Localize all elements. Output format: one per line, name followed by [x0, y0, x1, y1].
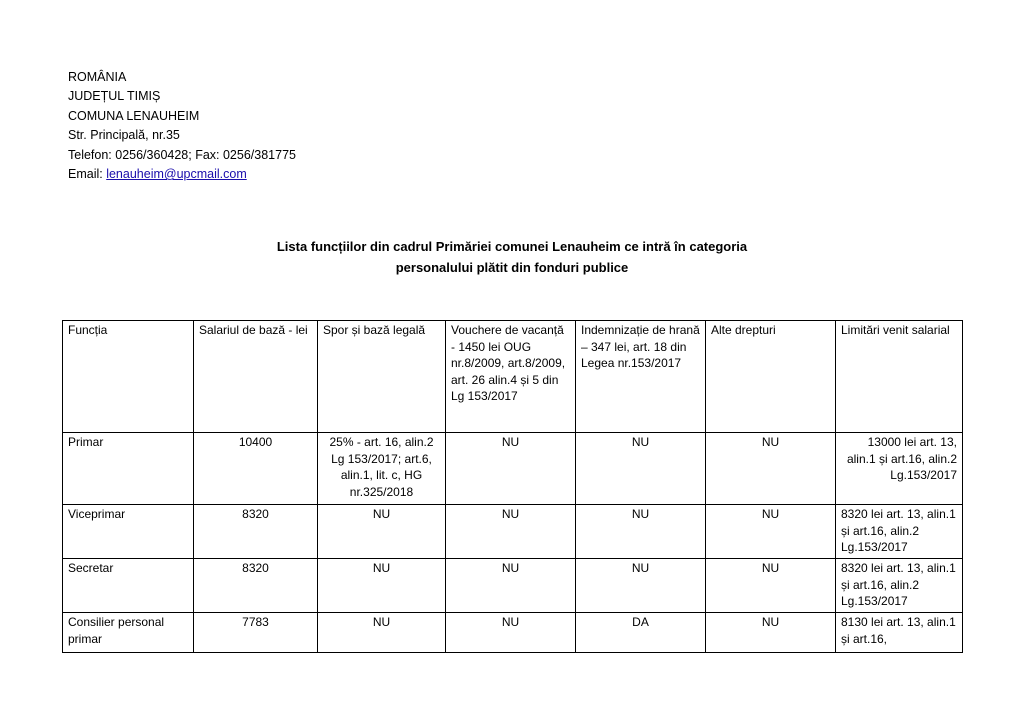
cell-alte: NU: [706, 613, 836, 653]
header-limitari: Limitări venit salarial: [836, 321, 963, 433]
cell-functia: Viceprimar: [63, 505, 194, 559]
table-row: [63, 505, 963, 559]
cell-hrana: NU: [576, 433, 706, 505]
phone-fax-line: Telefon: 0256/360428; Fax: 0256/381775: [68, 147, 296, 162]
title-line-1: Lista funcțiilor din cadrul Primăriei comunei Lenauheim ce intră în categoria: [276, 239, 748, 254]
table-header-row: [63, 321, 963, 433]
table-row: [63, 613, 963, 653]
country-line: ROMÂNIA: [68, 70, 127, 84]
cell-vouchere: NU: [446, 505, 576, 559]
header-salariu: Salariul de bază - lei: [194, 321, 318, 433]
title-line-2: personalului plătit din fonduri publice: [395, 260, 629, 275]
institution-header: [68, 68, 296, 184]
cell-hrana: DA: [576, 613, 706, 653]
cell-alte: NU: [706, 505, 836, 559]
cell-salariu: 10400: [194, 433, 318, 505]
cell-functia: Consilier personal primar: [63, 613, 194, 653]
cell-spor: NU: [318, 559, 446, 613]
header-alte: Alte drepturi: [706, 321, 836, 433]
email-link[interactable]: lenauheim@upcmail.com: [106, 167, 247, 182]
email-line: [68, 165, 296, 184]
cell-hrana: NU: [576, 505, 706, 559]
table-row: [63, 433, 963, 505]
cell-spor: NU: [318, 613, 446, 653]
cell-alte: NU: [706, 559, 836, 613]
cell-functia: Primar: [63, 433, 194, 505]
cell-limitari: 13000 lei art. 13, alin.1 și art.16, alin.2 Lg.153/2017: [836, 433, 963, 505]
cell-salariu: 7783: [194, 613, 318, 653]
cell-spor: NU: [318, 505, 446, 559]
cell-hrana: NU: [576, 559, 706, 613]
cell-functia: Secretar: [63, 559, 194, 613]
header-functia: Funcția: [63, 321, 194, 433]
cell-spor: 25% - art. 16, alin.2 Lg 153/2017; art.6, alin.1, lit. c, HG nr.325/2018: [318, 433, 446, 505]
cell-salariu: 8320: [194, 559, 318, 613]
cell-limitari: 8320 lei art. 13, alin.1 și art.16, alin.2 Lg.153/2017: [836, 559, 963, 613]
cell-alte: NU: [706, 433, 836, 505]
cell-vouchere: NU: [446, 433, 576, 505]
table-row: [63, 559, 963, 613]
cell-vouchere: NU: [446, 559, 576, 613]
email-label: Email:: [68, 167, 107, 182]
header-spor: Spor și bază legală: [318, 321, 446, 433]
cell-vouchere: NU: [446, 613, 576, 653]
county-line: JUDEȚUL TIMIȘ: [68, 89, 161, 104]
cell-limitari: 8130 lei art. 13, alin.1 și art.16,: [836, 613, 963, 653]
address-line: Str. Principală, nr.35: [68, 128, 180, 143]
commune-line: COMUNA LENAUHEIM: [68, 108, 200, 123]
header-vouchere: Vouchere de vacanță - 1450 lei OUG nr.8/2009, art.8/2009, art. 26 alin.4 și 5 din Lg 153/2017: [446, 321, 576, 433]
functions-table: [62, 320, 963, 653]
document-title: [0, 236, 1024, 278]
cell-salariu: 8320: [194, 505, 318, 559]
header-hrana: Indemnizație de hrană – 347 lei, art. 18 din Legea nr.153/2017: [576, 321, 706, 433]
cell-limitari: 8320 lei art. 13, alin.1 și art.16, alin.2 Lg.153/2017: [836, 505, 963, 559]
